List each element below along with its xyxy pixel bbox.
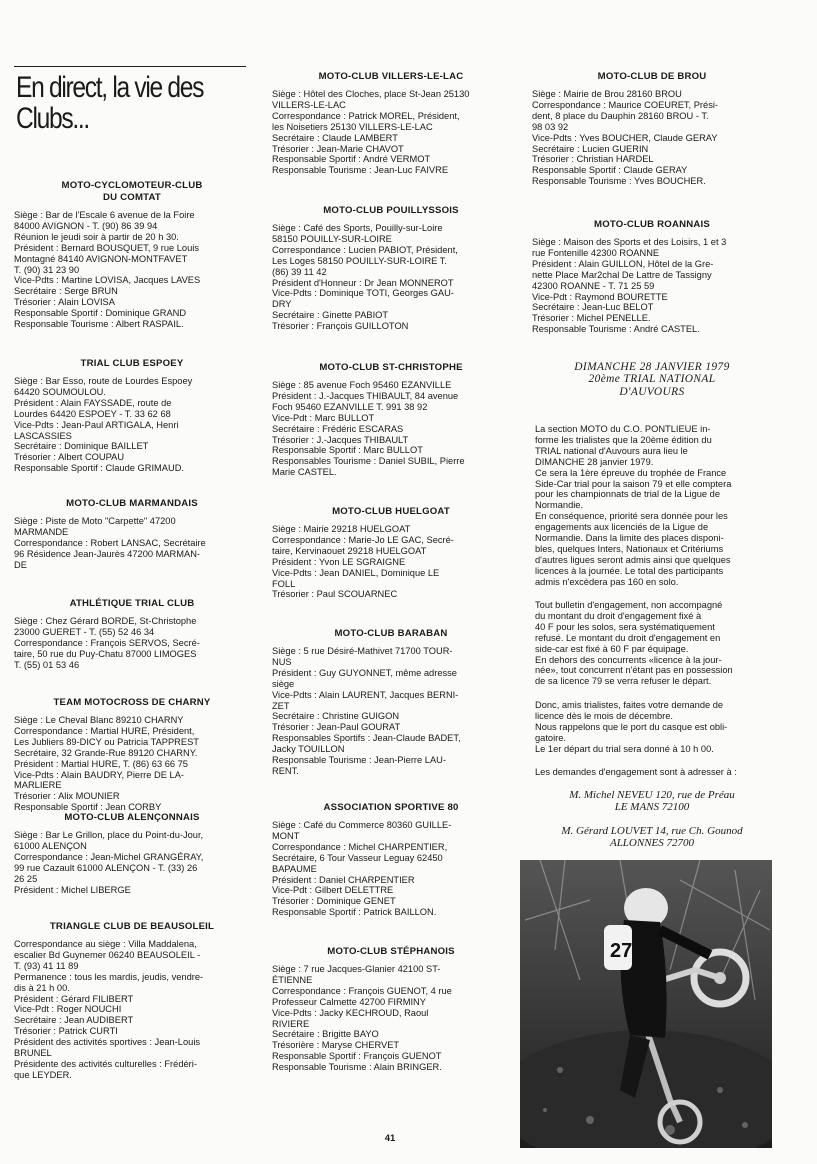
club-detail-line: Professeur Calmette 42700 FIRMINY [272, 996, 426, 1007]
club-detail-line: Réunion le jeudi soir à partir de 20 h 30. [14, 231, 179, 242]
club-detail-line: 84000 AVIGNON - T. (90) 86 39 94 [14, 220, 158, 231]
club-detail-line: Correspondance : Maurice COEURET, Prési- [532, 99, 719, 110]
club-name: MOTO-CLUB DE BROU [597, 71, 707, 82]
club-entry [272, 362, 510, 478]
event-paragraph-line: Donc, amis trialistes, faites votre demande de [535, 700, 724, 710]
event-paragraph-line: licence dès le mois de décembre. [535, 710, 673, 721]
club-detail-line: que LEYDER. [14, 1069, 72, 1080]
club-detail-line: Trésorier : Albert COUPAU [14, 452, 125, 463]
event-title-line: DIMANCHE 28 JANVIER 1979 [574, 361, 730, 373]
club-entry [14, 812, 250, 895]
club-details [272, 89, 510, 176]
club-detail-line: Secrétaire : Lucien GUERIN [532, 143, 649, 154]
club-detail-line: Siège : 5 rue Désiré-Mathivet 71700 TOUR- [272, 646, 453, 656]
club-detail-line: taire, 50 rue du Puy-Chatu 87000 LIMOGES [14, 648, 197, 659]
club-detail-line: Vice-Pdt : Marc BULLOT [272, 412, 375, 423]
club-detail-line: Secrétaire : Jean AUDIBERT [14, 1015, 134, 1026]
event-paragraph-line: Normandie. Dans la limite des places disponi- [535, 533, 724, 544]
club-details [532, 237, 772, 335]
event-paragraph-line: Normandie. [535, 500, 584, 511]
event-paragraph-line: forme les trialistes que la 20ème édition du [535, 434, 712, 445]
club-detail-line: MONT [272, 830, 300, 841]
club-detail-line: Siège : Mairie de Brou 28160 BROU [532, 89, 682, 99]
club-detail-line: Responsable Sportif : Claude GERAY [532, 165, 688, 176]
event-paragraph [535, 600, 771, 687]
club-details [272, 820, 510, 918]
club-detail-line: DE [14, 559, 27, 570]
club-detail-line: Responsable Sportif : Claude GRIMAUD. [14, 463, 184, 474]
club-name: MOTO-CYCLOMOTEUR-CLUB DU COMTAT [61, 180, 203, 203]
club-entry [272, 506, 510, 600]
club-detail-line: T. (55) 01 53 46 [14, 659, 80, 670]
event-paragraph-line: bles, quelques Inters, Nationaux et Critériums [535, 543, 724, 554]
club-entry [532, 71, 772, 187]
club-detail-line: 98 03 92 [532, 121, 569, 132]
event-title [532, 361, 772, 398]
event-paragraph-line: Le 1er départ du trial sera donné à 10 h 00. [535, 743, 714, 754]
club-entry [14, 498, 250, 571]
club-detail-line: Responsable Tourisme : André CASTEL. [532, 324, 700, 335]
club-detail-line: Président des activités sportives : Jean-Louis [14, 1037, 201, 1048]
club-detail-line: Président : Gérard FILIBERT [14, 993, 134, 1004]
event-title-line: D'AUVOURS [619, 385, 685, 398]
club-details [272, 223, 510, 332]
club-detail-line: Responsable Tourisme : Alain BRINGER. [272, 1062, 442, 1073]
club-detail-line: Responsable Tourisme : Yves BOUCHER. [532, 176, 706, 187]
club-detail-line: Permanence : tous les mardis, jeudis, vendre- [14, 971, 204, 982]
club-detail-line: Siège : 85 avenue Foch 95460 EZANVILLE [272, 380, 452, 390]
club-detail-line: Responsable Tourisme : Albert RASPAIL. [14, 319, 184, 330]
club-detail-line: Trésorière : Maryse CHERVET [272, 1040, 400, 1051]
event-paragraph-line: d'autres ligues seront admis ainsi que quelques [535, 554, 731, 565]
club-detail-line: Correspondance : Michel CHARPENTIER, [272, 841, 448, 852]
club-detail-line: Secrétaire, 6 Tour Vasseur Leguay 62450 [272, 852, 443, 863]
club-detail-line: Responsable Sportif : Dominique GRAND [14, 308, 187, 319]
club-detail-line: 64420 SOUMOULOU. [14, 386, 106, 397]
club-details [272, 380, 510, 478]
club-detail-line: Siège : Chez Gérard BORDE, St-Christophe [14, 616, 197, 626]
event-paragraph-line: Side-Car trial pour la saison 79 et elle comptera [535, 478, 732, 489]
club-detail-line: 58150 POUILLY-SUR-LOIRE [272, 233, 392, 244]
event-paragraph-line: side-car est fixé à 60 F par équipage. [535, 643, 689, 654]
club-detail-line: NUS [272, 656, 292, 667]
club-entry [14, 697, 250, 813]
address-line: M. Michel NEVEU 120, rue de Préau [569, 789, 735, 801]
club-detail-line: Trésorier : Alix MOUNIER [14, 791, 120, 802]
club-name: MOTO-CLUB ST-CHRISTOPHE [319, 362, 463, 373]
event-paragraph-line: licences à la journée. Le total des participants [535, 565, 724, 576]
club-detail-line: Vice-Pdts : Dominique TOTI, Georges GAU- [272, 288, 454, 299]
club-entry [272, 628, 510, 777]
club-detail-line: 26 25 [14, 873, 38, 884]
club-detail-line: T. (90) 31 23 90 [14, 264, 80, 275]
club-detail-line: taire, Kervinaouet 29218 HUELGOAT [272, 545, 427, 556]
club-detail-line: Siège : Café des Sports, Pouilly-sur-Loire [272, 223, 443, 233]
club-entry [272, 802, 510, 918]
race-number: 27 [610, 940, 633, 962]
club-detail-line: Correspondance : Marie-Jo LE GAC, Secré- [272, 534, 454, 545]
club-name: MOTO-CLUB VILLERS-LE-LAC [318, 71, 464, 82]
club-details [272, 524, 510, 600]
club-detail-line: ZET [272, 700, 290, 711]
club-detail-line: Président : Martial HURE, T. (86) 63 66 75 [14, 758, 188, 769]
club-detail-line: Trésorier : Alain LOVISA [14, 297, 115, 308]
club-details [14, 715, 250, 813]
address-neveu [532, 789, 772, 813]
club-detail-line: Trésorier : Paul SCOUARNEC [272, 589, 398, 600]
club-detail-line: Siège : Bar Esso, route de Lourdes Espoey [14, 376, 193, 386]
club-detail-line: Vice-Pdts : Jean-Paul ARTIGALA, Henri [14, 419, 179, 430]
club-detail-line: Correspondance : Patrick MOREL, Président, [272, 110, 460, 121]
club-entry [14, 358, 250, 474]
club-detail-line: Trésorier : Michel PENELLE. [532, 313, 651, 324]
club-entry [272, 946, 510, 1073]
club-details [532, 89, 772, 187]
address-line: LE MANS 72100 [614, 801, 690, 814]
club-detail-line: LASCASSIES [14, 430, 72, 441]
club-detail-line: Siège : Mairie 29218 HUELGOAT [272, 524, 411, 534]
club-detail-line: Responsable Sportif : André VERMOT [272, 154, 431, 165]
club-detail-line: Président : Alain FAYSSADE, route de [14, 397, 172, 408]
club-name: MOTO-CLUB HUELGOAT [332, 506, 450, 517]
club-details [14, 616, 250, 671]
club-details [14, 939, 250, 1081]
club-detail-line: Responsable Sportif : Jean CORBY [14, 802, 162, 813]
club-detail-line: Lourdes 64420 ESPOEY - T. 33 62 68 [14, 408, 171, 419]
event-paragraph [535, 767, 771, 778]
event-paragraph-line: née», tout concurrent n'étant pas en possession [535, 665, 733, 676]
club-detail-line: 42300 ROANNE - T. 71 25 59 [532, 280, 655, 291]
trial-rider-illustration [520, 860, 772, 1148]
club-entry [272, 205, 510, 332]
event-paragraph-line: gatoire. [535, 732, 567, 743]
club-detail-line: Vice-Pdt : Roger NOUCHI [14, 1004, 122, 1015]
club-details [14, 516, 250, 571]
club-detail-line: Vice-Pdts : Martine LOVISA, Jacques LAVES [14, 275, 201, 286]
club-detail-line: Trésorier : J.-Jacques THIBAULT [272, 434, 409, 445]
club-detail-line: Correspondance au siège : Villa Maddalena, [14, 939, 197, 949]
club-detail-line: Secrétaire : Ginette PABIOT [272, 310, 389, 321]
club-detail-line: DRY [272, 299, 292, 310]
club-name: MOTO-CLUB POUILLYSSOIS [323, 205, 459, 216]
club-detail-line: Siège : Café du Commerce 80360 GUILLE- [272, 820, 452, 830]
club-detail-line: Président : Daniel CHARPENTIER [272, 874, 415, 885]
club-detail-line: VILLERS-LE-LAC [272, 99, 346, 110]
club-detail-line: Jacky TOUILLON [272, 744, 345, 755]
club-detail-line: Vice-Pdt : Gilbert DELETTRE [272, 885, 394, 896]
club-detail-line: Trésorier : François GUILLOTON [272, 321, 409, 332]
club-detail-line: 96 Résidence Jean-Jaurès 47200 MARMAN- [14, 548, 201, 559]
club-detail-line: 23000 GUERET - T. (55) 52 46 34 [14, 626, 155, 637]
club-detail-line: Secrétaire : Serge BRUN [14, 286, 118, 297]
club-detail-line: Vice-Pdts : Alain BAUDRY, Pierre DE LA- [14, 769, 184, 780]
club-detail-line: escalier Bd Guynemer 06240 BEAUSOLEIL - [14, 949, 201, 960]
club-details [14, 376, 250, 474]
event-paragraph-line: TRIAL national d'Auvours aura lieu le [535, 445, 688, 456]
club-detail-line: Responsable Sportif : Marc BULLOT [272, 445, 423, 456]
event-paragraph-line: La section MOTO du C.O. PONTLIEUE in- [535, 424, 711, 434]
club-detail-line: FOLL [272, 578, 296, 589]
trial-rider-photo [520, 860, 772, 1148]
event-paragraph-line: Ce sera la 1ère épreuve du trophée de France [535, 467, 727, 478]
club-detail-line: Siège : Le Cheval Blanc 89210 CHARNY [14, 715, 184, 725]
club-detail-line: Marie CASTEL. [272, 467, 337, 478]
club-detail-line: Trésorier : Jean-Marie CHAVOT [272, 143, 404, 154]
club-detail-line: Correspondance : Jean-Michel GRANGÉRAY, [14, 851, 204, 862]
event-paragraph-line: 40 F pour les solos, sera systématiquement [535, 621, 715, 632]
club-details [272, 646, 510, 777]
club-detail-line: Siège : 7 rue Jacques-Glanier 42100 ST- [272, 964, 441, 974]
club-detail-line: les Noisetiers 25130 VILLERS-LE-LAC [272, 121, 433, 132]
club-name: MOTO-CLUB ROANNAIS [594, 219, 710, 230]
heading-rule [14, 66, 246, 67]
club-detail-line: 99 rue Cazault 61000 ALENÇON - T. (33) 26 [14, 862, 198, 873]
club-detail-line: Vice-Pdts : Jean DANIEL, Dominique LE [272, 567, 440, 578]
club-name: MOTO-CLUB BARABAN [334, 628, 448, 639]
club-entry [14, 921, 250, 1081]
club-detail-line: Trésorier : Jean-Paul GOURAT [272, 722, 401, 733]
event-paragraph-line: En dehors des concurrents «licence à la jour- [535, 654, 722, 665]
club-detail-line: dis à 21 h 00. [14, 982, 70, 993]
club-detail-line: Responsables Tourisme : Daniel SUBIL, Pierre [272, 456, 465, 467]
club-detail-line: Secrétaire : Christine GUIGON [272, 711, 400, 722]
club-name: TRIAL CLUB ESPOEY [80, 358, 184, 369]
club-detail-line: Secrétaire : Claude LAMBERT [272, 132, 398, 143]
club-detail-line: Responsable Sportif : François GUENOT [272, 1051, 442, 1062]
club-detail-line: Trésorier : Christian HARDEL [532, 154, 654, 165]
club-detail-line: Vice-Pdts : Alain LAURENT, Jacques BERNI- [272, 689, 459, 700]
event-title-line: 20ème TRIAL NATIONAL [588, 373, 716, 386]
club-name: ATHLÉTIQUE TRIAL CLUB [69, 598, 195, 609]
club-detail-line: Vice-Pdts : Jacky KECHROUD, Raoul [272, 1007, 429, 1018]
club-detail-line: dent, 8 place du Dauphin 28160 BROU - T. [532, 110, 709, 121]
club-entry [532, 219, 772, 335]
club-name: MOTO-CLUB MARMANDAIS [66, 498, 198, 509]
club-detail-line: Siège : Hôtel des Cloches, place St-Jean 25130 [272, 89, 470, 99]
club-detail-line: Président : Alain GUILLON, Hôtel de la Gre- [532, 258, 714, 269]
club-detail-line: Trésorier : Patrick CURTI [14, 1026, 118, 1037]
club-detail-line: Responsable Tourisme : Jean-Pierre LAU- [272, 755, 446, 766]
club-detail-line: Les Jubliers 89-DICY ou Patricia TAPPREST [14, 736, 199, 747]
club-detail-line: T. (93) 41 11 89 [14, 960, 79, 971]
club-detail-line: MARLIERE [14, 780, 62, 791]
club-detail-line: Trésorier : Dominique GENET [272, 896, 396, 907]
club-detail-line: Siège : Piste de Moto "Carpette" 47200 [14, 516, 176, 526]
club-detail-line: Responsable Tourisme : Jean-Luc FAIVRE [272, 165, 449, 176]
club-detail-line: RENT. [272, 765, 299, 776]
club-entry [14, 598, 250, 671]
club-detail-line: Siège : Bar Le Grillon, place du Point-du-Jour, [14, 830, 204, 840]
club-details [14, 210, 250, 330]
club-detail-line: rue Fontenille 42300 ROANNE [532, 247, 660, 258]
event-paragraph-line: Les demandes d'engagement sont à adresser à : [535, 767, 737, 777]
club-detail-line: RIVIERE [272, 1018, 310, 1029]
club-detail-line: Secrétaire : Frédéric ESCARAS [272, 423, 404, 434]
club-detail-line: Président : J.-Jacques THIBAULT, 84 avenue [272, 390, 459, 401]
club-detail-line: Siège : Bar de l'Escale 6 avenue de la Foire [14, 210, 195, 220]
club-detail-line: Secrétaire : Brigitte BAYO [272, 1029, 379, 1040]
club-detail-line: Secrétaire : Jean-Luc BELOT [532, 302, 654, 313]
event-paragraph-line: DIMANCHE 28 janvier 1979. [535, 456, 654, 467]
club-detail-line: Correspondance : Lucien PABIOT, Président, [272, 244, 458, 255]
page-number: 41 [384, 1133, 396, 1144]
club-detail-line: Vice-Pdts : Yves BOUCHER, Claude GERAY [532, 132, 718, 143]
club-detail-line: Secrétaire, 32 Grande-Rue 89120 CHARNY. [14, 747, 198, 758]
club-detail-line: Responsables Sportifs : Jean-Claude BADET, [272, 733, 461, 744]
club-detail-line: siège [272, 678, 295, 689]
club-detail-line: Président : Guy GUYONNET, même adresse [272, 667, 457, 678]
club-detail-line: Président : Bernard BOUSQUET, 9 rue Louis [14, 242, 199, 253]
club-name: ASSOCIATION SPORTIVE 80 [323, 802, 459, 813]
club-detail-line: Correspondance : Robert LANSAC, Secrétaire [14, 537, 206, 548]
page-title: En direct, la vie des Clubs... [16, 71, 204, 135]
club-entry [14, 180, 250, 330]
club-detail-line: Correspondance : Martial HURE, Président, [14, 725, 195, 736]
event-paragraph-line: Tout bulletin d'engagement, non accompagné [535, 600, 723, 610]
club-detail-line: nette Place Mar2chal De Lattre de Tassigny [532, 269, 712, 280]
club-detail-line: Président d'Honneur : Dr Jean MONNEROT [272, 277, 454, 288]
club-details [272, 964, 510, 1073]
event-paragraph [535, 424, 771, 588]
club-detail-line: Les Loges 58150 POUILLY-SUR-LOIRE T. [272, 255, 448, 266]
club-details [14, 830, 250, 895]
address-line: ALLONNES 72700 [609, 837, 695, 850]
club-name: MOTO-CLUB STÉPHANOIS [327, 946, 455, 957]
event-paragraph-line: de sa licence 79 se verra refuser le départ. [535, 676, 712, 687]
event-paragraph-line: Nous rappelons que le port du casque est obli- [535, 721, 728, 732]
club-detail-line: Présidente des activités culturelles : Frédéri- [14, 1058, 197, 1069]
event-paragraph-line: engagements aux licenciés de la Ligue de [535, 522, 709, 533]
event-paragraph-line: du montant du droit d'engagement fixé à [535, 610, 702, 621]
club-detail-line: Responsable Sportif : Patrick BAILLON. [272, 907, 437, 918]
club-detail-line: ÉTIENNE [272, 974, 313, 985]
event-paragraph-line: pour les championnats de trial de la Ligue de [535, 489, 721, 500]
club-name: TRIANGLE CLUB DE BEAUSOLEIL [49, 921, 215, 932]
event-paragraph-line: En conséquence, priorité sera donnée pour les [535, 511, 728, 522]
club-name: TEAM MOTOCROSS DE CHARNY [53, 697, 211, 708]
club-detail-line: Montagné 84140 AVIGNON-MONTFAVET [14, 253, 188, 264]
club-detail-line: BRUNEL [14, 1048, 52, 1059]
address-line: M. Gérard LOUVET 14, rue Ch. Gounod [561, 825, 743, 837]
club-detail-line: (86) 39 11 42 [272, 266, 327, 277]
club-detail-line: Président : Michel LIBERGE [14, 884, 131, 895]
club-name: MOTO-CLUB ALENÇONNAIS [64, 812, 200, 823]
club-detail-line: MARMANDE [14, 526, 69, 537]
club-detail-line: BAPAUME [272, 863, 317, 874]
event-paragraph-line: admis n'excèdera pas 160 en solo. [535, 576, 679, 587]
club-detail-line: Président : Yvon LE SGRAIGNE [272, 556, 406, 567]
address-louvet [532, 825, 772, 849]
club-detail-line: Secrétaire : Dominique BAILLET [14, 441, 149, 452]
club-detail-line: Correspondance : François SERVOS, Secré- [14, 637, 200, 648]
club-detail-line: Correspondance : François GUENOT, 4 rue [272, 985, 452, 996]
club-detail-line: Siège : Maison des Sports et des Loisirs, 1 et 3 [532, 237, 727, 247]
club-detail-line: Vice-Pdt : Raymond BOURETTE [532, 291, 668, 302]
club-detail-line: Foch 95460 EZANVILLE T. 991 38 92 [272, 401, 428, 412]
club-entry [272, 71, 510, 176]
event-paragraph-line: refusé. Le montant du droit d'engagement en [535, 632, 721, 643]
event-paragraph [535, 700, 771, 755]
club-detail-line: 61000 ALENÇON [14, 840, 87, 851]
